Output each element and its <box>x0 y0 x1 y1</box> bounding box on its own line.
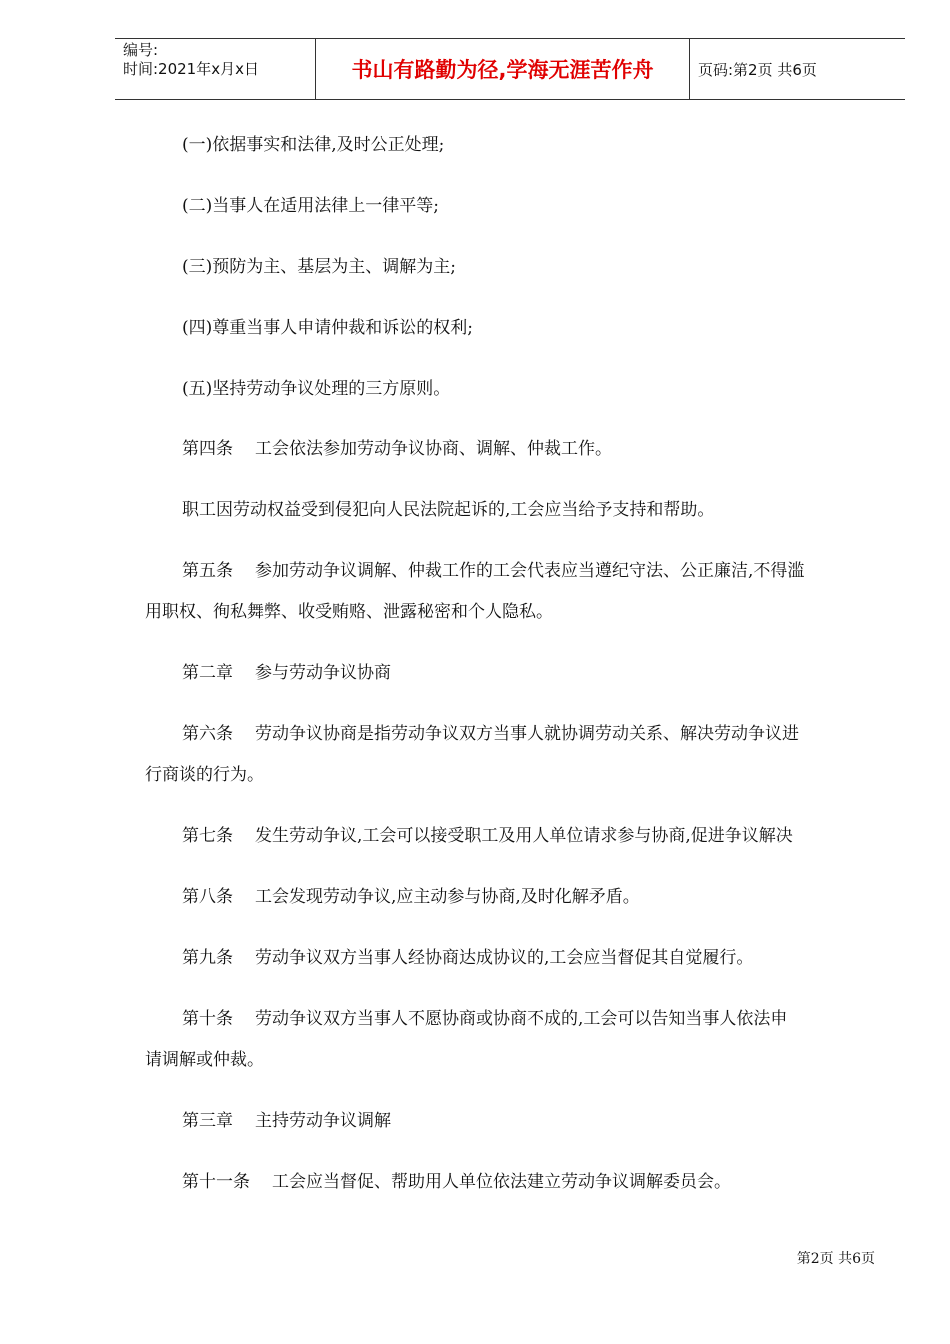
article-number: 第十一条 <box>182 1172 250 1192</box>
article-6-continued: 行商谈的行为。 <box>145 765 264 785</box>
article-number: 第四条 <box>182 439 233 459</box>
header-meta <box>115 39 316 99</box>
article-5 <box>145 559 885 584</box>
body-line: (五)坚持劳动争议处理的三方原则。 <box>182 379 451 399</box>
chapter-number: 第三章 <box>182 1111 233 1131</box>
article-5-continued: 用职权、徇私舞弊、收受贿赂、泄露秘密和个人隐私。 <box>145 602 553 622</box>
document-number-label: 编号: <box>123 41 159 59</box>
article-10-continued: 请调解或仲裁。 <box>145 1050 264 1070</box>
chapter-title: 参与劳动争议协商 <box>255 663 391 683</box>
article-text: 参加劳动争议调解、仲裁工作的工会代表应当遵纪守法、公正廉洁,不得滥 <box>255 561 805 581</box>
article-text: 劳动争议协商是指劳动争议双方当事人就协调劳动关系、解决劳动争议进 <box>255 724 799 744</box>
article-text: 劳动争议双方当事人不愿协商或协商不成的,工会可以告知当事人依法申 <box>255 1009 788 1029</box>
header-page-number: 页码:第2页 共6页 <box>698 60 817 79</box>
article-number: 第七条 <box>182 826 233 846</box>
article-number: 第六条 <box>182 724 233 744</box>
document-date-label: 时间:2021年x月x日 <box>123 60 259 78</box>
article-8 <box>145 885 885 910</box>
body-line: (二)当事人在适用法律上一律平等; <box>182 196 439 216</box>
article-number: 第九条 <box>182 948 233 968</box>
article-7 <box>145 824 885 849</box>
chapter-2-heading <box>145 661 885 686</box>
body-line: (四)尊重当事人申请仲裁和诉讼的权利; <box>182 318 473 338</box>
chapter-number: 第二章 <box>182 663 233 683</box>
page-footer-number: 第2页 共6页 <box>796 1251 875 1267</box>
chapter-title: 主持劳动争议调解 <box>255 1111 391 1131</box>
body-paragraph: 职工因劳动权益受到侵犯向人民法院起诉的,工会应当给予支持和帮助。 <box>182 500 715 520</box>
article-text: 工会发现劳动争议,应主动参与协商,及时化解矛盾。 <box>255 887 640 907</box>
article-number: 第八条 <box>182 887 233 907</box>
article-text: 工会应当督促、帮助用人单位依法建立劳动争议调解委员会。 <box>272 1172 731 1192</box>
header-motto: 书山有路勤为径,学海无涯苦作舟 <box>316 39 690 99</box>
article-4 <box>145 437 885 462</box>
article-9 <box>145 946 885 971</box>
article-text: 发生劳动争议,工会可以接受职工及用人单位请求参与协商,促进争议解决 <box>255 826 793 846</box>
article-number: 第五条 <box>182 561 233 581</box>
article-6 <box>145 722 885 747</box>
chapter-3-heading <box>145 1109 885 1134</box>
article-number: 第十条 <box>182 1009 233 1029</box>
article-10 <box>145 1007 885 1032</box>
article-text: 工会依法参加劳动争议协商、调解、仲裁工作。 <box>255 439 612 459</box>
body-line: (三)预防为主、基层为主、调解为主; <box>182 257 456 277</box>
body-line: (一)依据事实和法律,及时公正处理; <box>182 135 445 155</box>
article-11 <box>145 1170 885 1195</box>
article-text: 劳动争议双方当事人经协商达成协议的,工会应当督促其自觉履行。 <box>255 948 754 968</box>
page-header <box>115 38 905 100</box>
